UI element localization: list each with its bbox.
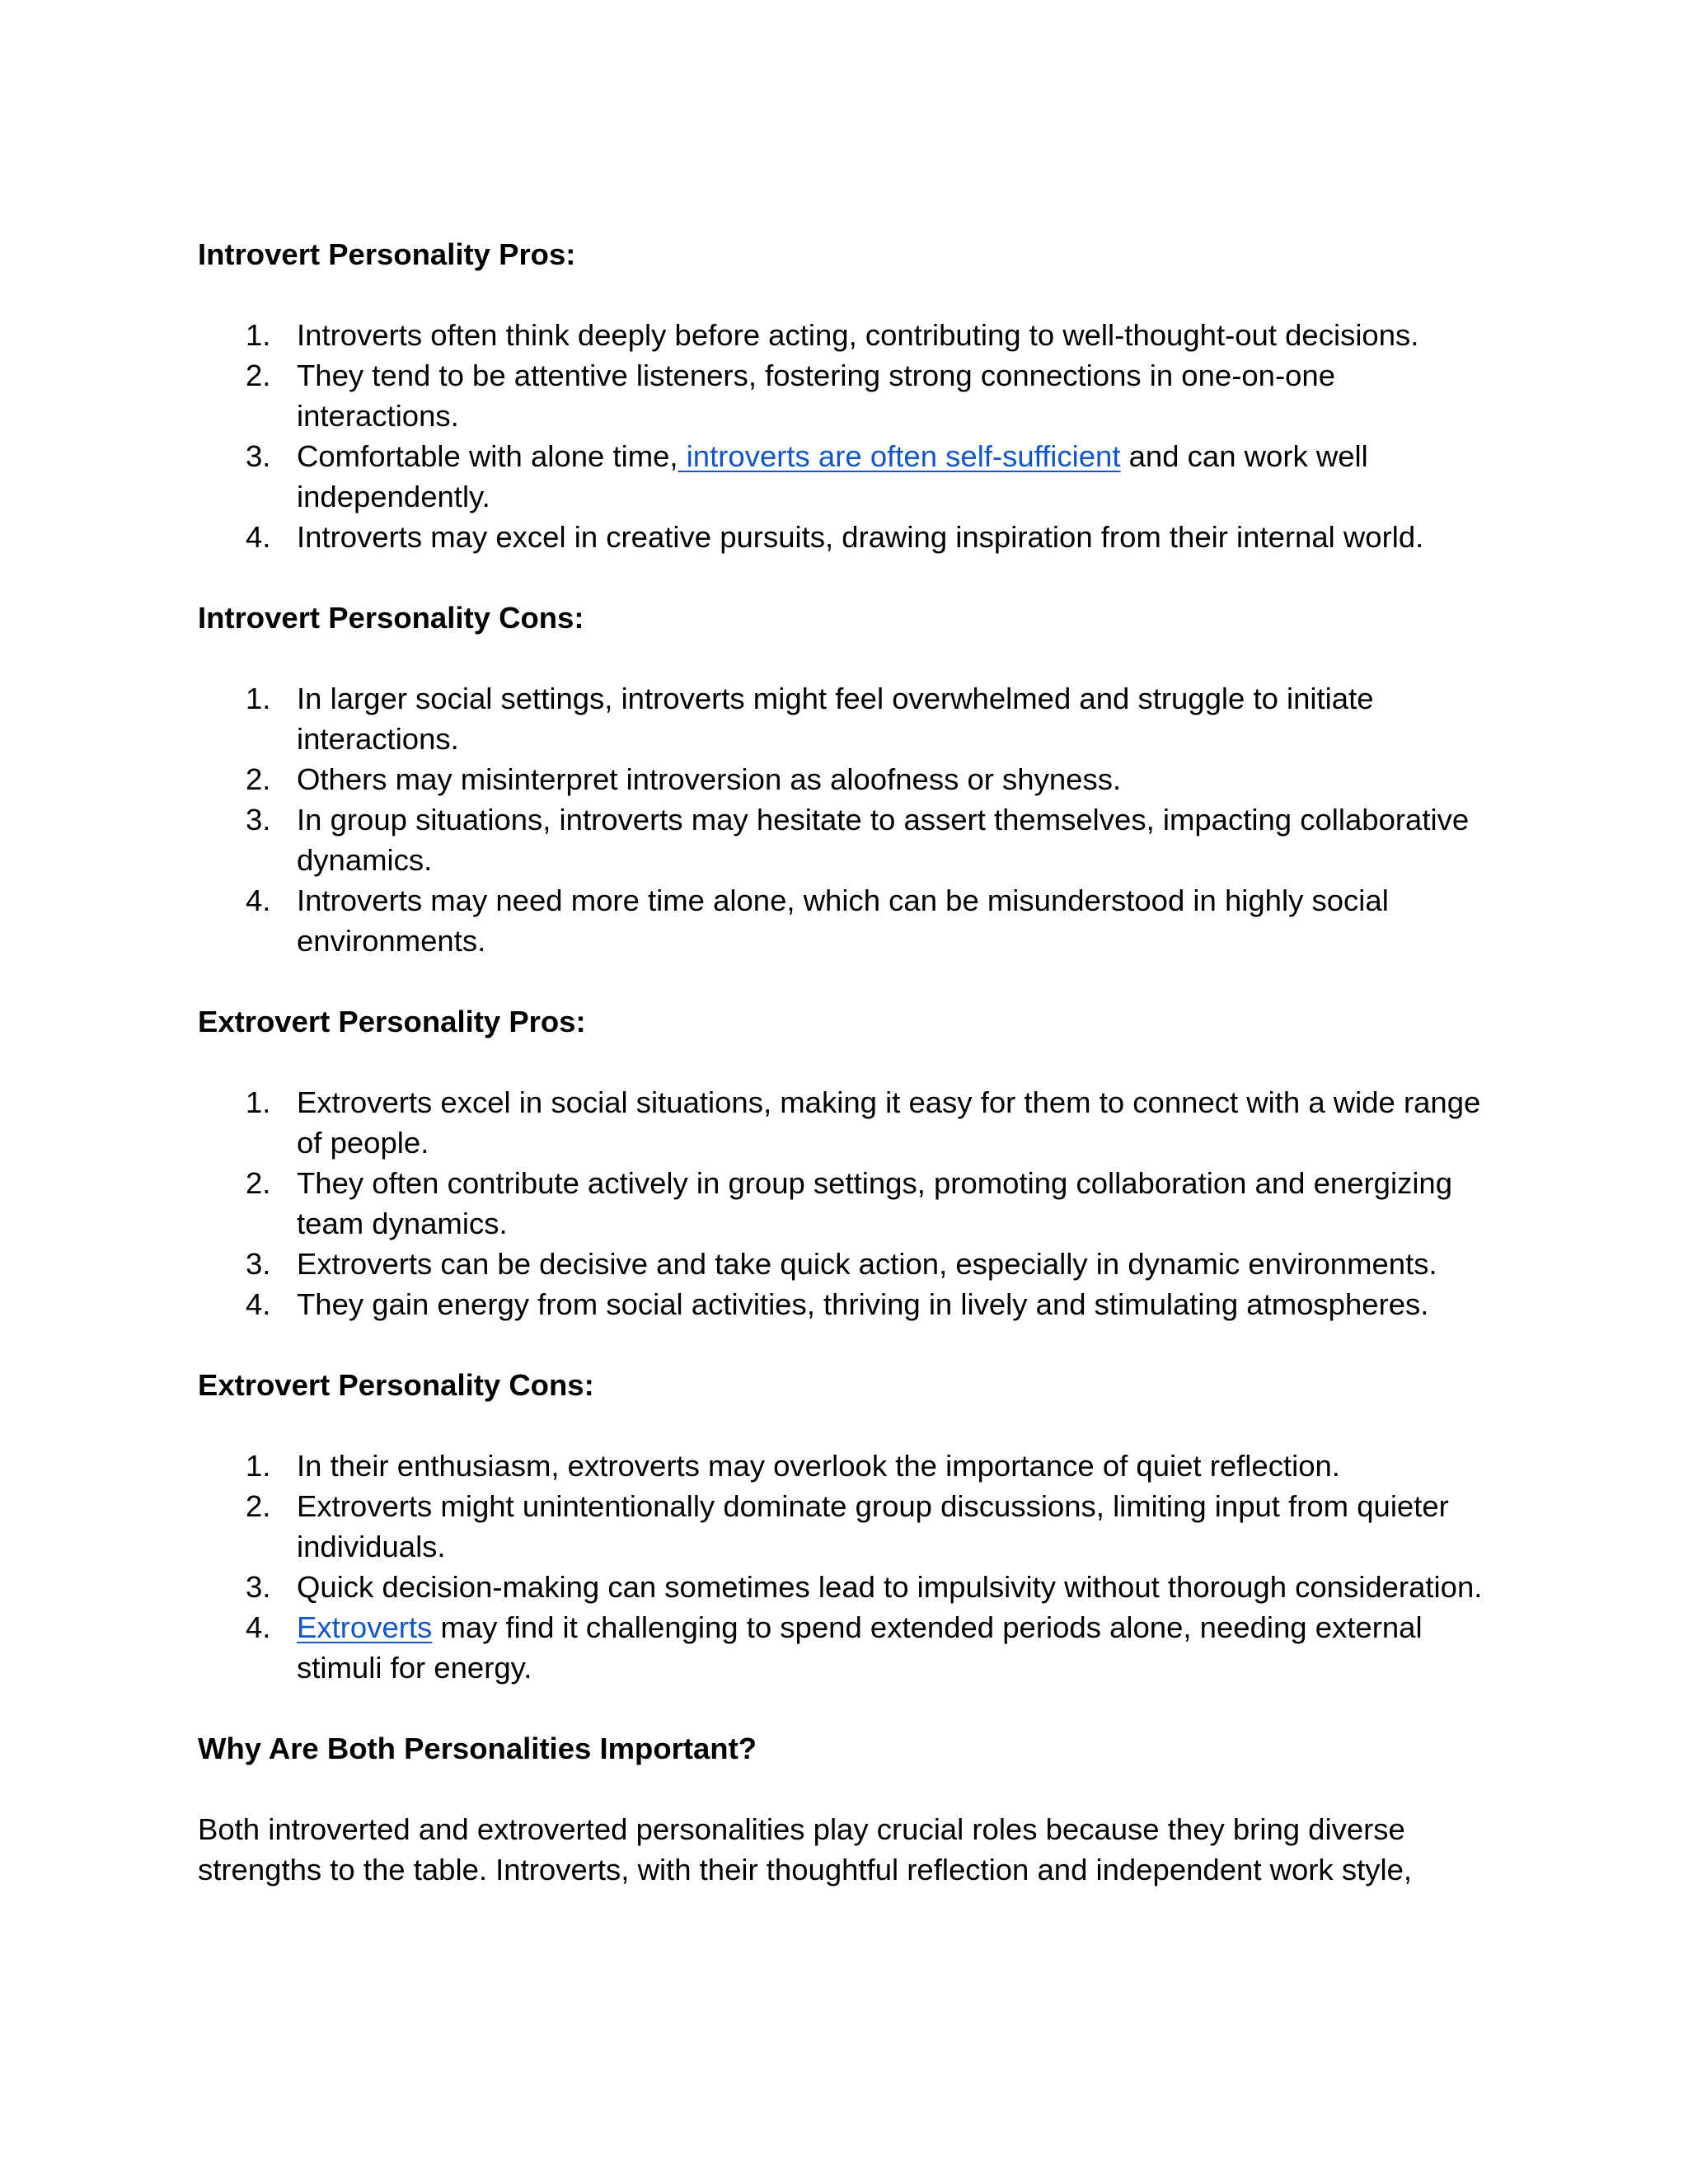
- self-sufficient-link[interactable]: introverts are often self-sufficient: [678, 439, 1121, 473]
- list-item: 3. In group situations, introverts may hesitate to assert themselves, impacting collaborative dynamics.: [246, 803, 1470, 877]
- list-item: 1. Extroverts excel in social situations, making it easy for them to connect with a wide range of people.: [246, 1085, 1481, 1160]
- list-item: 1. In their enthusiasm, extroverts may overlook the importance of quiet reflection.: [246, 1449, 1340, 1483]
- list-item: 4. They gain energy from social activities, thriving in lively and stimulating atmospheres.: [246, 1287, 1429, 1321]
- section-heading-extrovert-cons: Extrovert Personality Cons:: [198, 1368, 594, 1402]
- list-item: 4. Extroverts may find it challenging to spend extended periods alone, needing external stimuli for energy.: [246, 1610, 1423, 1685]
- section-heading-introvert-cons: Introvert Personality Cons:: [198, 601, 584, 635]
- extrovert-pros-list: [198, 1082, 1484, 1324]
- closing-paragraph: Both introverted and extroverted personalities play crucial roles because they bring diverse strengths to the table. Introverts, with their thoughtful reflection and independent work style,: [198, 1812, 1413, 1886]
- list-item: 2. Others may misinterpret introversion as aloofness or shyness.: [246, 762, 1122, 796]
- list-item: 1. Introverts often think deeply before acting, contributing to well-thought-out decisions.: [246, 318, 1419, 352]
- list-item: 2. They tend to be attentive listeners, fostering strong connections in one-on-one interactions.: [246, 359, 1336, 433]
- section-heading-introvert-pros: Introvert Personality Pros:: [198, 237, 576, 271]
- list-item: 3. Quick decision-making can sometimes lead to impulsivity without thorough consideration.: [246, 1570, 1483, 1604]
- list-item: 4. Introverts may excel in creative pursuits, drawing inspiration from their internal world.: [246, 520, 1424, 554]
- document-body: [198, 234, 1484, 1890]
- list-item: 3. Extroverts can be decisive and take quick action, especially in dynamic environments.: [246, 1247, 1437, 1281]
- extrovert-cons-list: [198, 1446, 1484, 1688]
- list-item: 3. Comfortable with alone time, introverts are often self-sufficient and can work well independently.: [246, 439, 1368, 513]
- list-item: 4. Introverts may need more time alone, which can be misunderstood in highly social environments.: [246, 883, 1389, 958]
- extroverts-link[interactable]: Extroverts: [297, 1610, 433, 1644]
- section-heading-extrovert-pros: Extrovert Personality Pros:: [198, 1005, 586, 1038]
- section-heading-why-both: Why Are Both Personalities Important?: [198, 1732, 757, 1765]
- list-item: 1. In larger social settings, introverts might feel overwhelmed and struggle to initiate interactions.: [246, 682, 1374, 756]
- introvert-pros-list: [198, 315, 1484, 557]
- list-item: 2. They often contribute actively in group settings, promoting collaboration and energizing team dynamics.: [246, 1166, 1453, 1240]
- introvert-cons-list: [198, 678, 1484, 961]
- list-item: 2. Extroverts might unintentionally dominate group discussions, limiting input from quieter individuals.: [246, 1489, 1449, 1563]
